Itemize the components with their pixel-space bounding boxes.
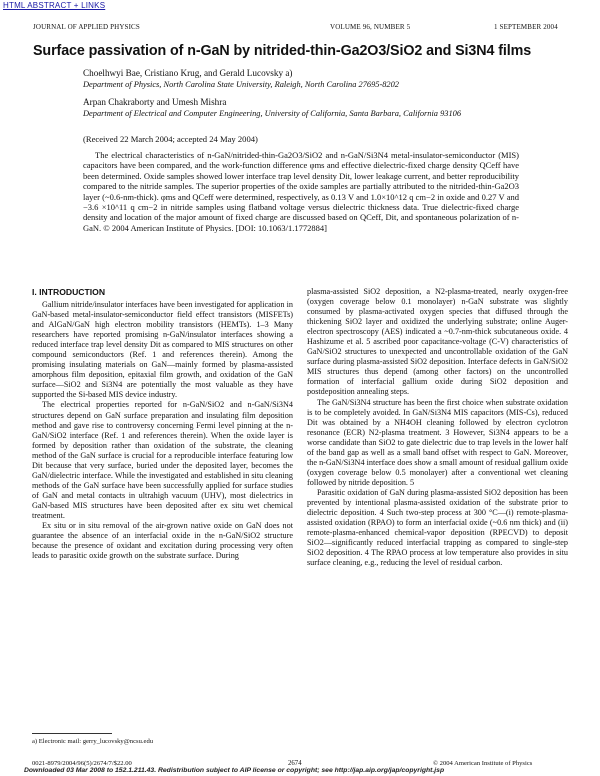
paper-title: Surface passivation of n-GaN by nitrided-thin-Ga2O3/SiO2 and Si3N4 films xyxy=(33,43,532,59)
authors-group-2: Arpan Chakraborty and Umesh Mishra xyxy=(83,97,227,107)
download-notice: Downloaded 03 Mar 2008 to 152.1.211.43. Redistribution subject to AIP license or copyright; see http://jap.aip.org/jap/copyright.jsp xyxy=(24,767,445,774)
paragraph: The electrical properties reported for n-GaN/SiO2 and n-GaN/Si3N4 structures depend on GaN surface preparation and insulating film deposition method and gave rise to controversy concerning Fermi level pinning at the n-GaN/SiO2 interface (Ref. 1 and references therein). When the oxide layer is formed by deposition rather than oxidation of the substrate, the cleaning method of the GaN surface is crucial for a reproducible interface featuring low Dit because that very surface, buried under the deposited layer, becomes the GaN/dielectric interface. While the investigated and established in situ cleaning methods of the GaN surface have been successfully applied for surface studies of GaN and metal contacts in ultrahigh vacuum (UHV), most dielectrics in GaN-based MIS structures have been deposited after ex situ wet chemical treatment. xyxy=(32,400,293,520)
paragraph: Parasitic oxidation of GaN during plasma-assisted SiO2 deposition has been prevented by intentional plasma-assisted oxidation of the substrate prior to dielectric deposition. 4 Such two-step process at 300 °C—(i) remote-plasma-assisted oxidation (RPAO) to form an interfacial oxide (~0.6 nm thick) and (ii) remote-plasma-enhanced chemical-vapor deposition (RPECVD) to deposit SiO2—significantly reduced interfacial trapping as compared to single-step SiO2 deposition. 4 The RPAO process at low temperature also provides in situ surface cleaning, e.g., reducing the level of residual carbon. xyxy=(307,487,568,568)
left-column xyxy=(32,300,293,561)
paragraph: Gallium nitride/insulator interfaces have been investigated for application in GaN-based metal-insulator-semiconductor field effect transistors (MISFETs) and AlGaN/GaN high electron mobility transistors (HEMTs). 1–3 Many researchers have reported promising n-GaN/insulator interfaces showing a reduced interface trap level density Dit as compared to MIS structures on other compound semiconductors (Ref. 1 and references therein). Among the promising insulating materials on GaN—mainly formed by plasma-assisted amorphous film deposition, epitaxial film growth, and oxidation of the GaN surface—SiO2 and Si3N4 are potentially the most valuable as they have supported the Si-based MIS device industry. xyxy=(32,300,293,400)
paragraph: Ex situ or in situ removal of the air-grown native oxide on GaN does not guarantee the absence of an interfacial oxide in the n-GaN/SiO2 structure because the presence of oxidant and excitation during processing very often leads to parasitic oxide growth on the substrate surface. During xyxy=(32,521,293,561)
page-number: 2674 xyxy=(288,760,302,767)
copyright-code: 0021-8979/2004/96(5)/2674/7/$22.00 xyxy=(32,760,132,767)
issue-date: 1 SEPTEMBER 2004 xyxy=(494,23,558,31)
journal-name: JOURNAL OF APPLIED PHYSICS xyxy=(33,23,140,31)
right-column xyxy=(307,287,568,568)
received-dates: (Received 22 March 2004; accepted 24 May 2004) xyxy=(83,134,258,144)
section-heading: I. INTRODUCTION xyxy=(32,287,106,297)
publisher-copyright: © 2004 American Institute of Physics xyxy=(433,760,533,767)
html-abstract-link[interactable]: HTML ABSTRACT + LINKS xyxy=(3,1,106,10)
paragraph: The GaN/Si3N4 structure has been the first choice when substrate oxidation is to be completely avoided. In GaN/Si3N4 MIS capacitors (MIS-Cs), reduced Dit was obtained by a NH4OH cleaning followed by electron cyclotron resonance (ECR) N2-plasma treatment. 3 However, Si3N4 appears to be a worse candidate than SiO2 to gate dielectric due to trap levels in the lower half of the band gap as well as a small band offset with respect to GaN. Moreover, the n-GaN/Si3N4 interface does show a small amount of residual gallium oxide (oxygen coverage below 0.5 monolayer) after a conventional wet cleaning followed by nitride deposition. 5 xyxy=(307,397,568,487)
footnote-divider xyxy=(32,733,112,734)
authors-group-1: Choelhwyi Bae, Cristiano Krug, and Gerald Lucovsky a) xyxy=(83,68,293,78)
author-email-footnote: a) Electronic mail: gerry_lucovsky@ncsu.edu xyxy=(32,738,154,745)
abstract: The electrical characteristics of n-GaN/nitrided-thin-Ga2O3/SiO2 and n-GaN/Si3N4 metal-insulator-semiconductor (MIS) capacitors have been compared, and the work-function difference φms and effective dielectric-fixed charge density QCeff have been determined. Oxide samples showed lower interface trap level density Dit, lower leakage current, and better reproducibility compared to the nitride samples. The superior properties of the oxide samples are partially attributed to the nitrided-thin-Ga2O3 layer (~0.6-nm-thick). φms and QCeff were determined, respectively, as 0.13 V and 1.0×10^12 q cm−2 in oxide and 0.27 V and −3.6 ×10^11 q cm−2 in nitride samples using flatband voltage versus dielectric thickness data. True dielectric-fixed charge density and location of the major amount of fixed charge are discussed based on QCeff, Dit, and spontaneous polarization of n-GaN. © 2004 American Institute of Physics. [DOI: 10.1063/1.1772884] xyxy=(83,150,519,233)
paragraph: plasma-assisted SiO2 deposition, a N2-plasma-treated, nearly oxygen-free (oxygen coverage below 0.1 monolayer) n-GaN substrate was slightly consumed by plasma-activated oxygen species that diffused through the thickening SiO2 layer and oxidized the underlying substrate; online Auger-electron spectroscopy (AES) indicated a ~0.7-nm-thick subcutaneous oxide. 4 Hashizume et al. 5 ascribed poor capacitance-voltage (C-V) characteristics of GaN/SiO2 structures to unexpected and uncontrollable oxidation of the GaN surface during plasma-assisted SiO2 deposition. Interface defects in GaN/SiO2 MIS structures thus depend (among other factors) on the uncontrolled formation of interfacial gallium oxide during SiO2 deposition and postdeposition annealing steps. xyxy=(307,287,568,397)
affiliation-2: Department of Electrical and Computer Engineering, University of California, Santa Barbara, California 93106 xyxy=(83,109,462,118)
affiliation-1: Department of Physics, North Carolina State University, Raleigh, North Carolina 27695-8202 xyxy=(83,80,399,89)
volume-number: VOLUME 96, NUMBER 5 xyxy=(330,23,411,31)
